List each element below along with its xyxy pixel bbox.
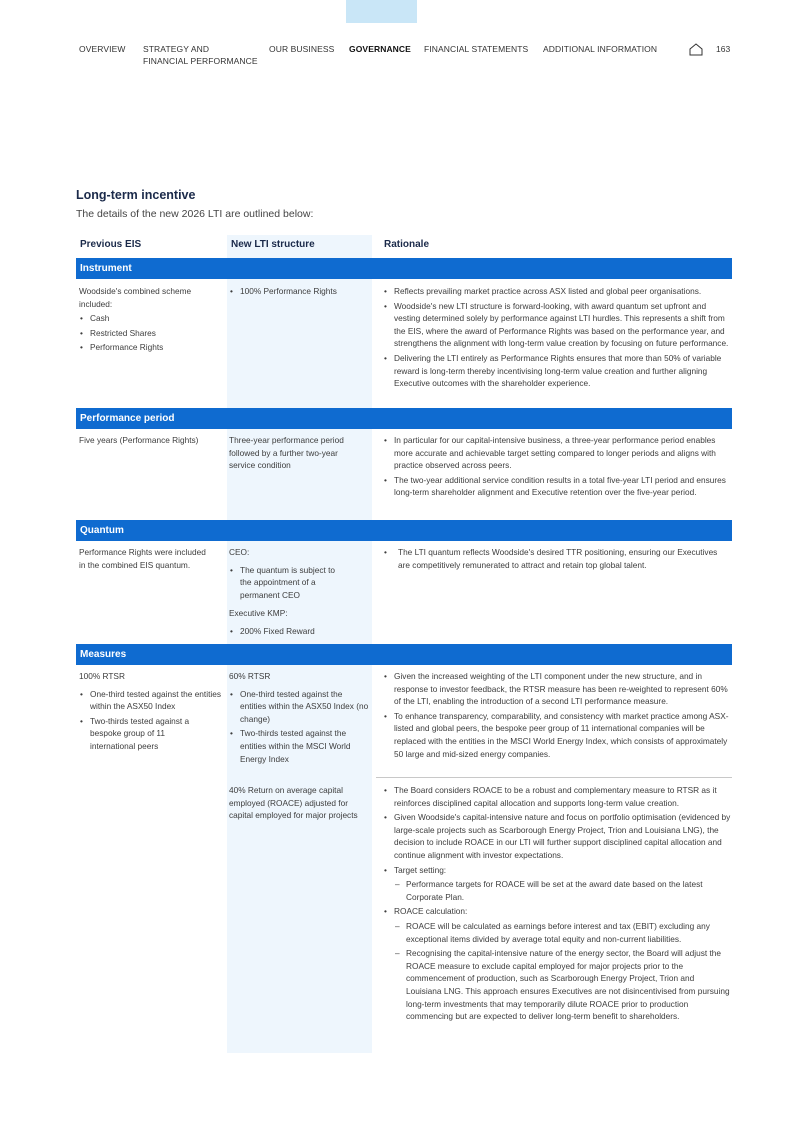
instrument-new: [229, 285, 369, 298]
measures-prev-title: 100% RTSR: [79, 671, 125, 681]
instrument-new-item: • 100% Performance Rights: [229, 285, 369, 298]
measures-new-rtsr: [229, 670, 369, 765]
nav-strategy-line2: FINANCIAL PERFORMANCE: [143, 56, 258, 66]
quantum-rationale-item: • The LTI quantum reflects Woodside's desired TTR positioning, ensuring our Executives are competitively remunerated to attract and retain top global talent.: [383, 546, 731, 571]
band-performance-period: Performance period: [76, 408, 732, 429]
measures-rtsr-rationale: [383, 670, 731, 760]
roace-rationale-item: • The Board considers ROACE to be a robust and complementary measure to RTSR as it reinforces disciplined capital allocation and supports long-term value creation.: [383, 784, 731, 809]
nav-additional-information[interactable]: ADDITIONAL INFORMATION: [543, 44, 658, 54]
instrument-prev-intro: Woodside's combined scheme included:: [79, 286, 192, 309]
measures-rtsr-rationale-item: • Given the increased weighting of the LTI component under the new structure, and in response to investor feedback, the RTSR measure has been re-weighted to represent 60% of the LTI, enabling the introduction of a second LTI performance measure.: [383, 670, 731, 708]
nav-strategy-line1: STRATEGY AND: [143, 44, 210, 54]
top-navigation: [0, 43, 793, 73]
page-number: 163: [716, 44, 731, 54]
nav-financial-statements[interactable]: FINANCIAL STATEMENTS: [424, 44, 529, 54]
quantum-ceo-label: CEO:: [229, 547, 250, 557]
nav-overview[interactable]: OVERVIEW: [79, 44, 126, 54]
performance-period-previous: Five years (Performance Rights): [79, 435, 199, 445]
quantum-ceo-item: • The quantum is subject to the appointment of a permanent CEO: [229, 564, 340, 602]
measures-rtsr-rationale-item: • To enhance transparency, comparability, and consistency with market practice among ASX-listed and global peers, the bespoke peer group of 11 international companies will be replaced with the entities in the MSCI World Energy Index, which consists of approximately 50 large and mid-sized energy companies.: [383, 710, 731, 760]
quantum-previous: Performance Rights were included in the combined EIS quantum.: [79, 547, 206, 570]
instrument-previous: [79, 285, 221, 354]
home-icon[interactable]: [689, 43, 703, 56]
performance-period-rationale-item: • The two-year additional service condition results in a total five-year LTI period and ensures long-term shareholder alignment and Executive retention over the five-year period.: [383, 474, 731, 499]
roace-target-label: • Target setting:: [383, 864, 731, 877]
nav-our-business[interactable]: OUR BUSINESS: [269, 44, 335, 54]
band-measures: Measures: [76, 644, 732, 665]
quantum-rationale: [383, 546, 731, 571]
instrument-rationale-item: • Delivering the LTI entirely as Performance Rights ensures that more than 50% of variable reward is long-term thereby incentivising long-term value creation and further aligning Executive outcomes with the shareholder experience.: [383, 352, 731, 390]
header-rationale: Rationale: [384, 239, 430, 250]
measures-previous: [79, 670, 221, 753]
measures-prev-item: • Two-thirds tested against a bespoke group of 11 international peers: [79, 715, 198, 753]
measures-row-divider: [376, 777, 732, 778]
header-new-lti-structure: New LTI structure: [231, 239, 315, 250]
measures-new-rtsr-title: 60% RTSR: [229, 671, 271, 681]
performance-period-new: Three-year performance period followed by a further two-year service condition: [229, 435, 344, 471]
nav-governance[interactable]: GOVERNANCE: [349, 44, 411, 54]
measures-prev-item: • One-third tested against the entities within the ASX50 Index: [79, 688, 221, 713]
instrument-rationale: [383, 285, 731, 390]
band-quantum: Quantum: [76, 520, 732, 541]
nav-strategy[interactable]: [143, 43, 258, 67]
measures-new-rtsr-item: • Two-thirds tested against the entities within the MSCI World Energy Index: [229, 727, 369, 765]
roace-target-item: – Performance targets for ROACE will be set at the award date based on the latest Corporate Plan.: [383, 878, 731, 903]
performance-period-rationale: [383, 434, 731, 499]
section-tab-marker: [346, 0, 417, 23]
instrument-prev-item: • Restricted Shares: [79, 327, 221, 340]
roace-calc-item: – Recognising the capital-intensive nature of the energy sector, the Board will adjust the ROACE measure to exclude capital employed for major projects prior to the commencement of production, such as Scarborough Energy Project, Trion and Louisiana LNG. This approach ensures Executives are not disincentivised from pursuing long-term investments that may temporarily dilute ROACE prior to production commencing but are expected to deliver long-term benefit to shareholders.: [383, 947, 731, 1023]
header-previous-eis: Previous EIS: [80, 239, 142, 250]
performance-period-rationale-item: • In particular for our capital-intensive business, a three-year performance period enables more accurate and achievable target setting compared to longer periods and aligns with practice observed across peers.: [383, 434, 731, 472]
quantum-kmp-item: • 200% Fixed Reward: [229, 625, 369, 638]
roace-calc-label: • ROACE calculation:: [383, 905, 731, 918]
quantum-new: [229, 546, 369, 638]
section-subtitle: The details of the new 2026 LTI are outlined below:: [76, 208, 314, 220]
measures-roace-rationale: [383, 784, 731, 1023]
instrument-rationale-item: • Woodside's new LTI structure is forward-looking, with award quantum set upfront and vesting determined solely by performance against LTI hurdles. This represents a shift from the EIS, where the award of Performance Rights was based on the performance year, and strengthens the alignment with long-term value creation by focusing on future performance.: [383, 300, 731, 350]
instrument-prev-item: • Cash: [79, 312, 221, 325]
instrument-rationale-item: • Reflects prevailing market practice across ASX listed and global peer organisations.: [383, 285, 731, 298]
section-title: Long-term incentive: [76, 188, 196, 202]
roace-calc-item: – ROACE will be calculated as earnings before interest and tax (EBIT) excluding any exceptional items divided by average total equity and non-current liabilities.: [383, 920, 731, 945]
band-instrument: Instrument: [76, 258, 732, 279]
quantum-kmp-label: Executive KMP:: [229, 608, 288, 619]
roace-rationale-item: • Given Woodside's capital-intensive nature and focus on portfolio optimisation (evidenced by large-scale projects such as Scarborough Energy Project, Trion and Louisiana LNG), the decision to include ROACE in our LTI will further support disciplined capital allocation and continue alignment with investor expectations.: [383, 811, 731, 861]
measures-new-roace: 40% Return on average capital employed (ROACE) adjusted for capital employed for major projects: [229, 785, 358, 821]
instrument-prev-item: • Performance Rights: [79, 341, 221, 354]
measures-new-rtsr-item: • One-third tested against the entities within the ASX50 Index (no change): [229, 688, 369, 726]
